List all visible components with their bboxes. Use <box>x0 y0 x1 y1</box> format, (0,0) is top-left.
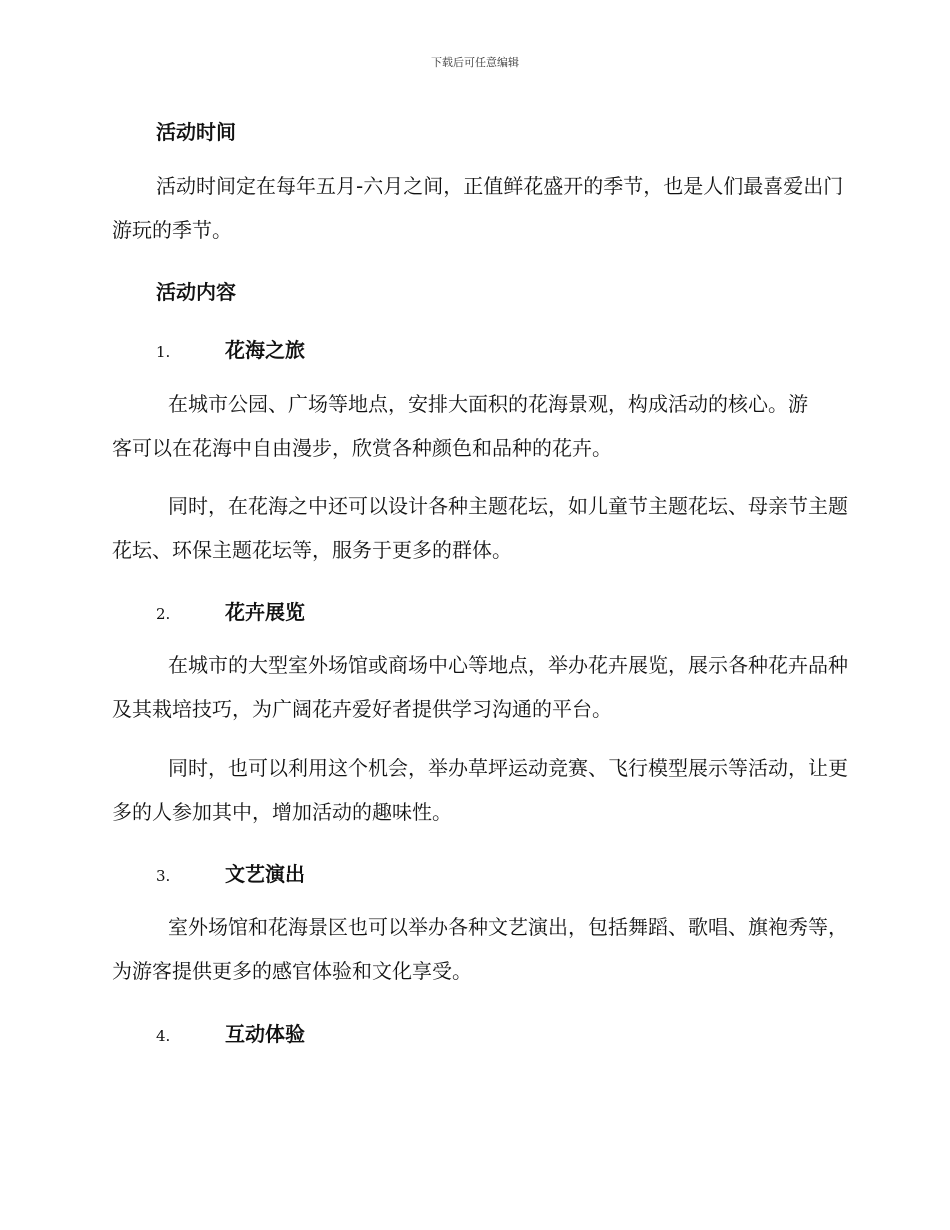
list-item-heading <box>156 334 305 363</box>
list-number: 3. <box>156 867 171 885</box>
list-title: 花卉展览 <box>225 600 305 624</box>
list-item-heading <box>156 596 305 625</box>
list-item-heading <box>156 858 305 887</box>
header-note: 下载后可任意编辑 <box>431 56 519 69</box>
paragraph: 室外场馆和花海景区也可以举办各种文艺演出，包括舞蹈、歌唱、旗袍秀等，为游客提供更多的感官体验和文化享受。 <box>112 915 848 983</box>
paragraph: 同时，也可以利用这个机会，举办草坪运动竞赛、飞行模型展示等活动，让更多的人参加其中，增加活动的趣味性。 <box>112 756 848 824</box>
paragraph-time: 活动时间定在每年五月-六月之间，正值鲜花盛开的季节，也是人们最喜爱出门游玩的季节。 <box>112 174 844 242</box>
list-title: 互动体验 <box>225 1022 305 1046</box>
list-number: 4. <box>156 1027 171 1045</box>
paragraph: 同时，在花海之中还可以设计各种主题花坛，如儿童节主题花坛、母亲节主题花坛、环保主题花坛等，服务于更多的群体。 <box>112 494 848 562</box>
list-item-heading <box>156 1018 305 1047</box>
section-heading-content: 活动内容 <box>156 280 236 304</box>
paragraph: 在城市公园、广场等地点，安排大面积的花海景观，构成活动的核心。游客可以在花海中自由漫步，欣赏各种颜色和品种的花卉。 <box>112 392 808 460</box>
section-heading-time: 活动时间 <box>156 120 236 144</box>
list-number: 2. <box>156 605 171 623</box>
list-number: 1. <box>156 343 171 361</box>
paragraph: 在城市的大型室外场馆或商场中心等地点，举办花卉展览，展示各种花卉品种及其栽培技巧，为广阔花卉爱好者提供学习沟通的平台。 <box>112 653 848 721</box>
list-title: 文艺演出 <box>225 862 305 886</box>
list-title: 花海之旅 <box>225 338 305 362</box>
